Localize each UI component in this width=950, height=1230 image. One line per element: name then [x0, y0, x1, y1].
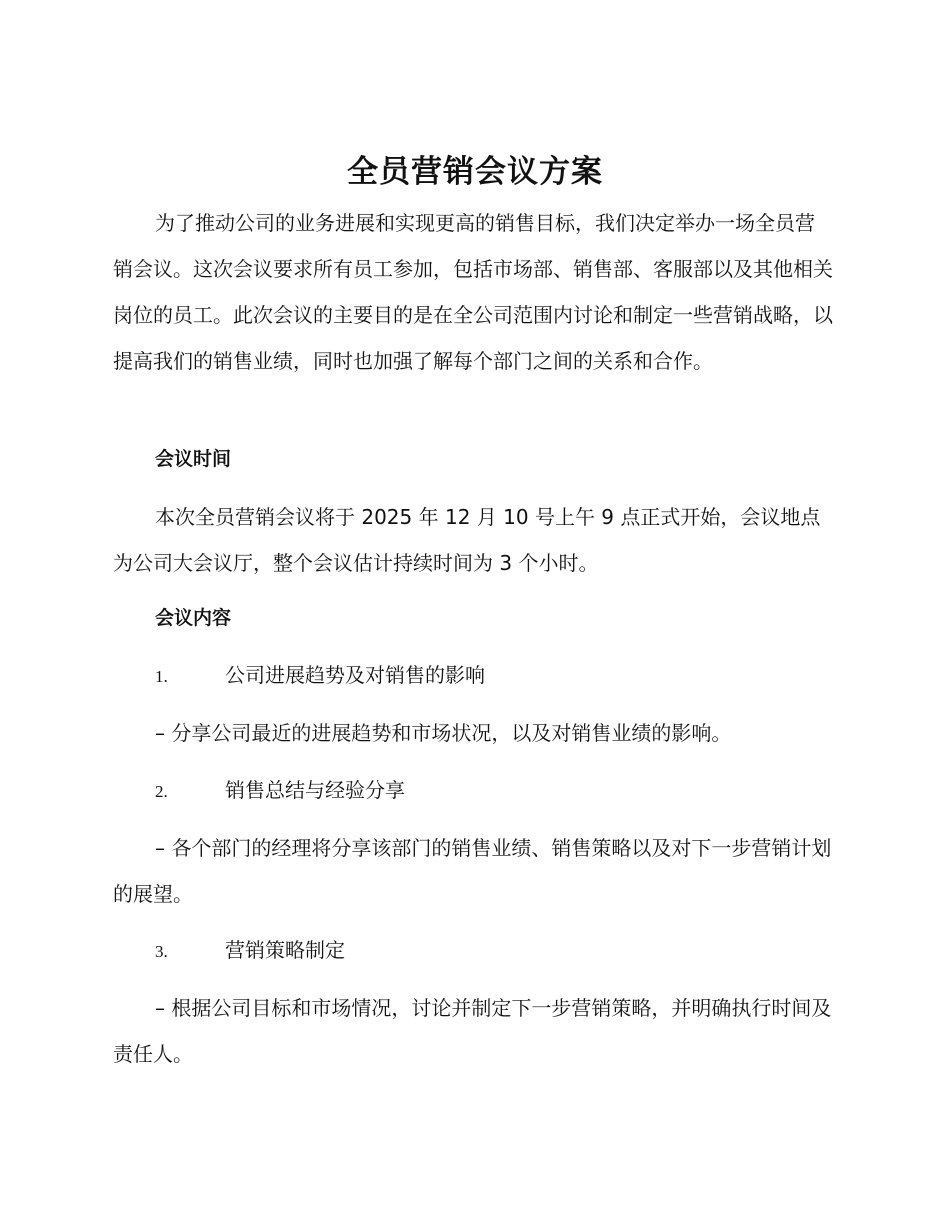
- intro-paragraph: 为了推动公司的业务进展和实现更高的销售目标，我们决定举办一场全员营销会议。这次会议要求所有员工参加，包括市场部、销售部、客服部以及其他相关岗位的员工。此次会议的主要目的是在全公司范围内讨论和制定一些营销战略，以提高我们的销售业绩，同时也加强了解每个部门之间的关系和合作。: [113, 211, 833, 373]
- agenda-item-title: 营销策略制定: [225, 938, 345, 962]
- agenda-item-2: [155, 775, 835, 807]
- agenda-item-number: 2.: [155, 782, 168, 801]
- content-section-heading: 会议内容: [155, 607, 232, 629]
- agenda-item-number: 3.: [155, 942, 168, 961]
- time-section-heading: 会议时间: [155, 448, 232, 470]
- agenda-item-number: 1.: [155, 667, 168, 686]
- agenda-item-3-description: – 根据公司目标和市场情况，讨论并制定下一步营销策略，并明确执行时间及责任人。: [113, 996, 832, 1066]
- agenda-item-title: 公司进展趋势及对销售的影响: [225, 663, 485, 687]
- agenda-item-title: 销售总结与经验分享: [225, 778, 405, 802]
- agenda-item-1-description: – 分享公司最近的进展趋势和市场状况，以及对销售业绩的影响。: [155, 721, 732, 745]
- document-title: 全员营销会议方案: [347, 154, 603, 190]
- time-section-paragraph: 本次全员营销会议将于 2025 年 12 月 10 号上午 9 点正式开始，会议地点为公司大会议厅，整个会议估计持续时间为 3 个小时。: [113, 505, 821, 575]
- agenda-item-3: [155, 935, 835, 967]
- agenda-item-2-description: – 各个部门的经理将分享该部门的销售业绩、销售策略以及对下一步营销计划的展望。: [113, 836, 832, 906]
- agenda-item-1: [155, 660, 835, 692]
